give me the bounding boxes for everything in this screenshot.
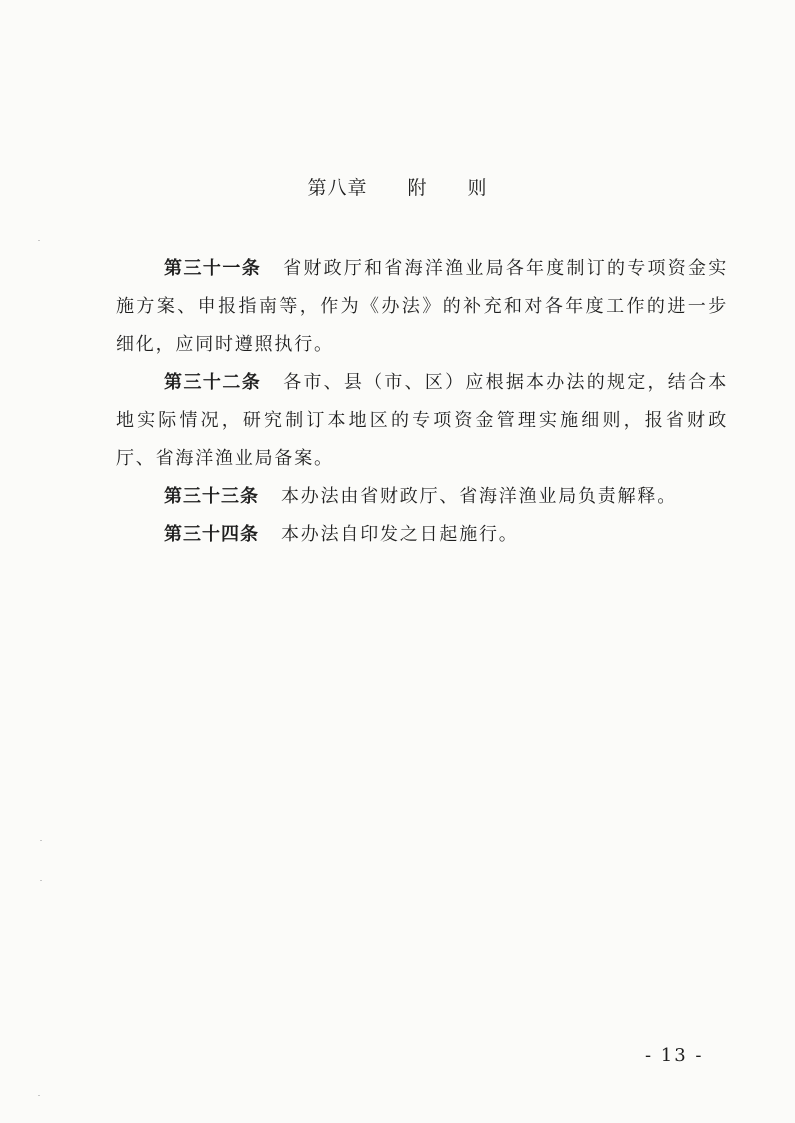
chapter-title: 第八章 附 则 [307, 177, 488, 199]
article-text: 本办法自印发之日起施行。 [281, 524, 519, 545]
scan-speck [40, 840, 42, 841]
scan-speck [40, 880, 42, 881]
article-32 [116, 364, 728, 478]
article-list [116, 250, 728, 554]
article-34 [116, 516, 728, 554]
article-31 [116, 250, 728, 364]
article-text: 各市、县（市、区）应根据本办法的规定，结合本地实际情况，研究制订本地区的专项资金管理实施细则，报省财政厅、省海洋渔业局备案。 [116, 372, 729, 469]
article-number: 第三十一条 [164, 258, 262, 279]
article-number: 第三十二条 [164, 372, 262, 393]
article-text: 省财政厅和省海洋渔业局各年度制订的专项资金实施方案、申报指南等，作为《办法》的补充和对各年度工作的进一步细化，应同时遵照执行。 [116, 258, 729, 355]
article-33 [116, 478, 728, 516]
article-number: 第三十四条 [164, 524, 259, 545]
article-number: 第三十三条 [164, 486, 259, 507]
page-number: - 13 - [645, 1045, 704, 1066]
scan-speck [38, 1095, 40, 1096]
article-text: 本办法由省财政厅、省海洋渔业局负责解释。 [281, 486, 677, 507]
scan-speck [38, 240, 40, 241]
